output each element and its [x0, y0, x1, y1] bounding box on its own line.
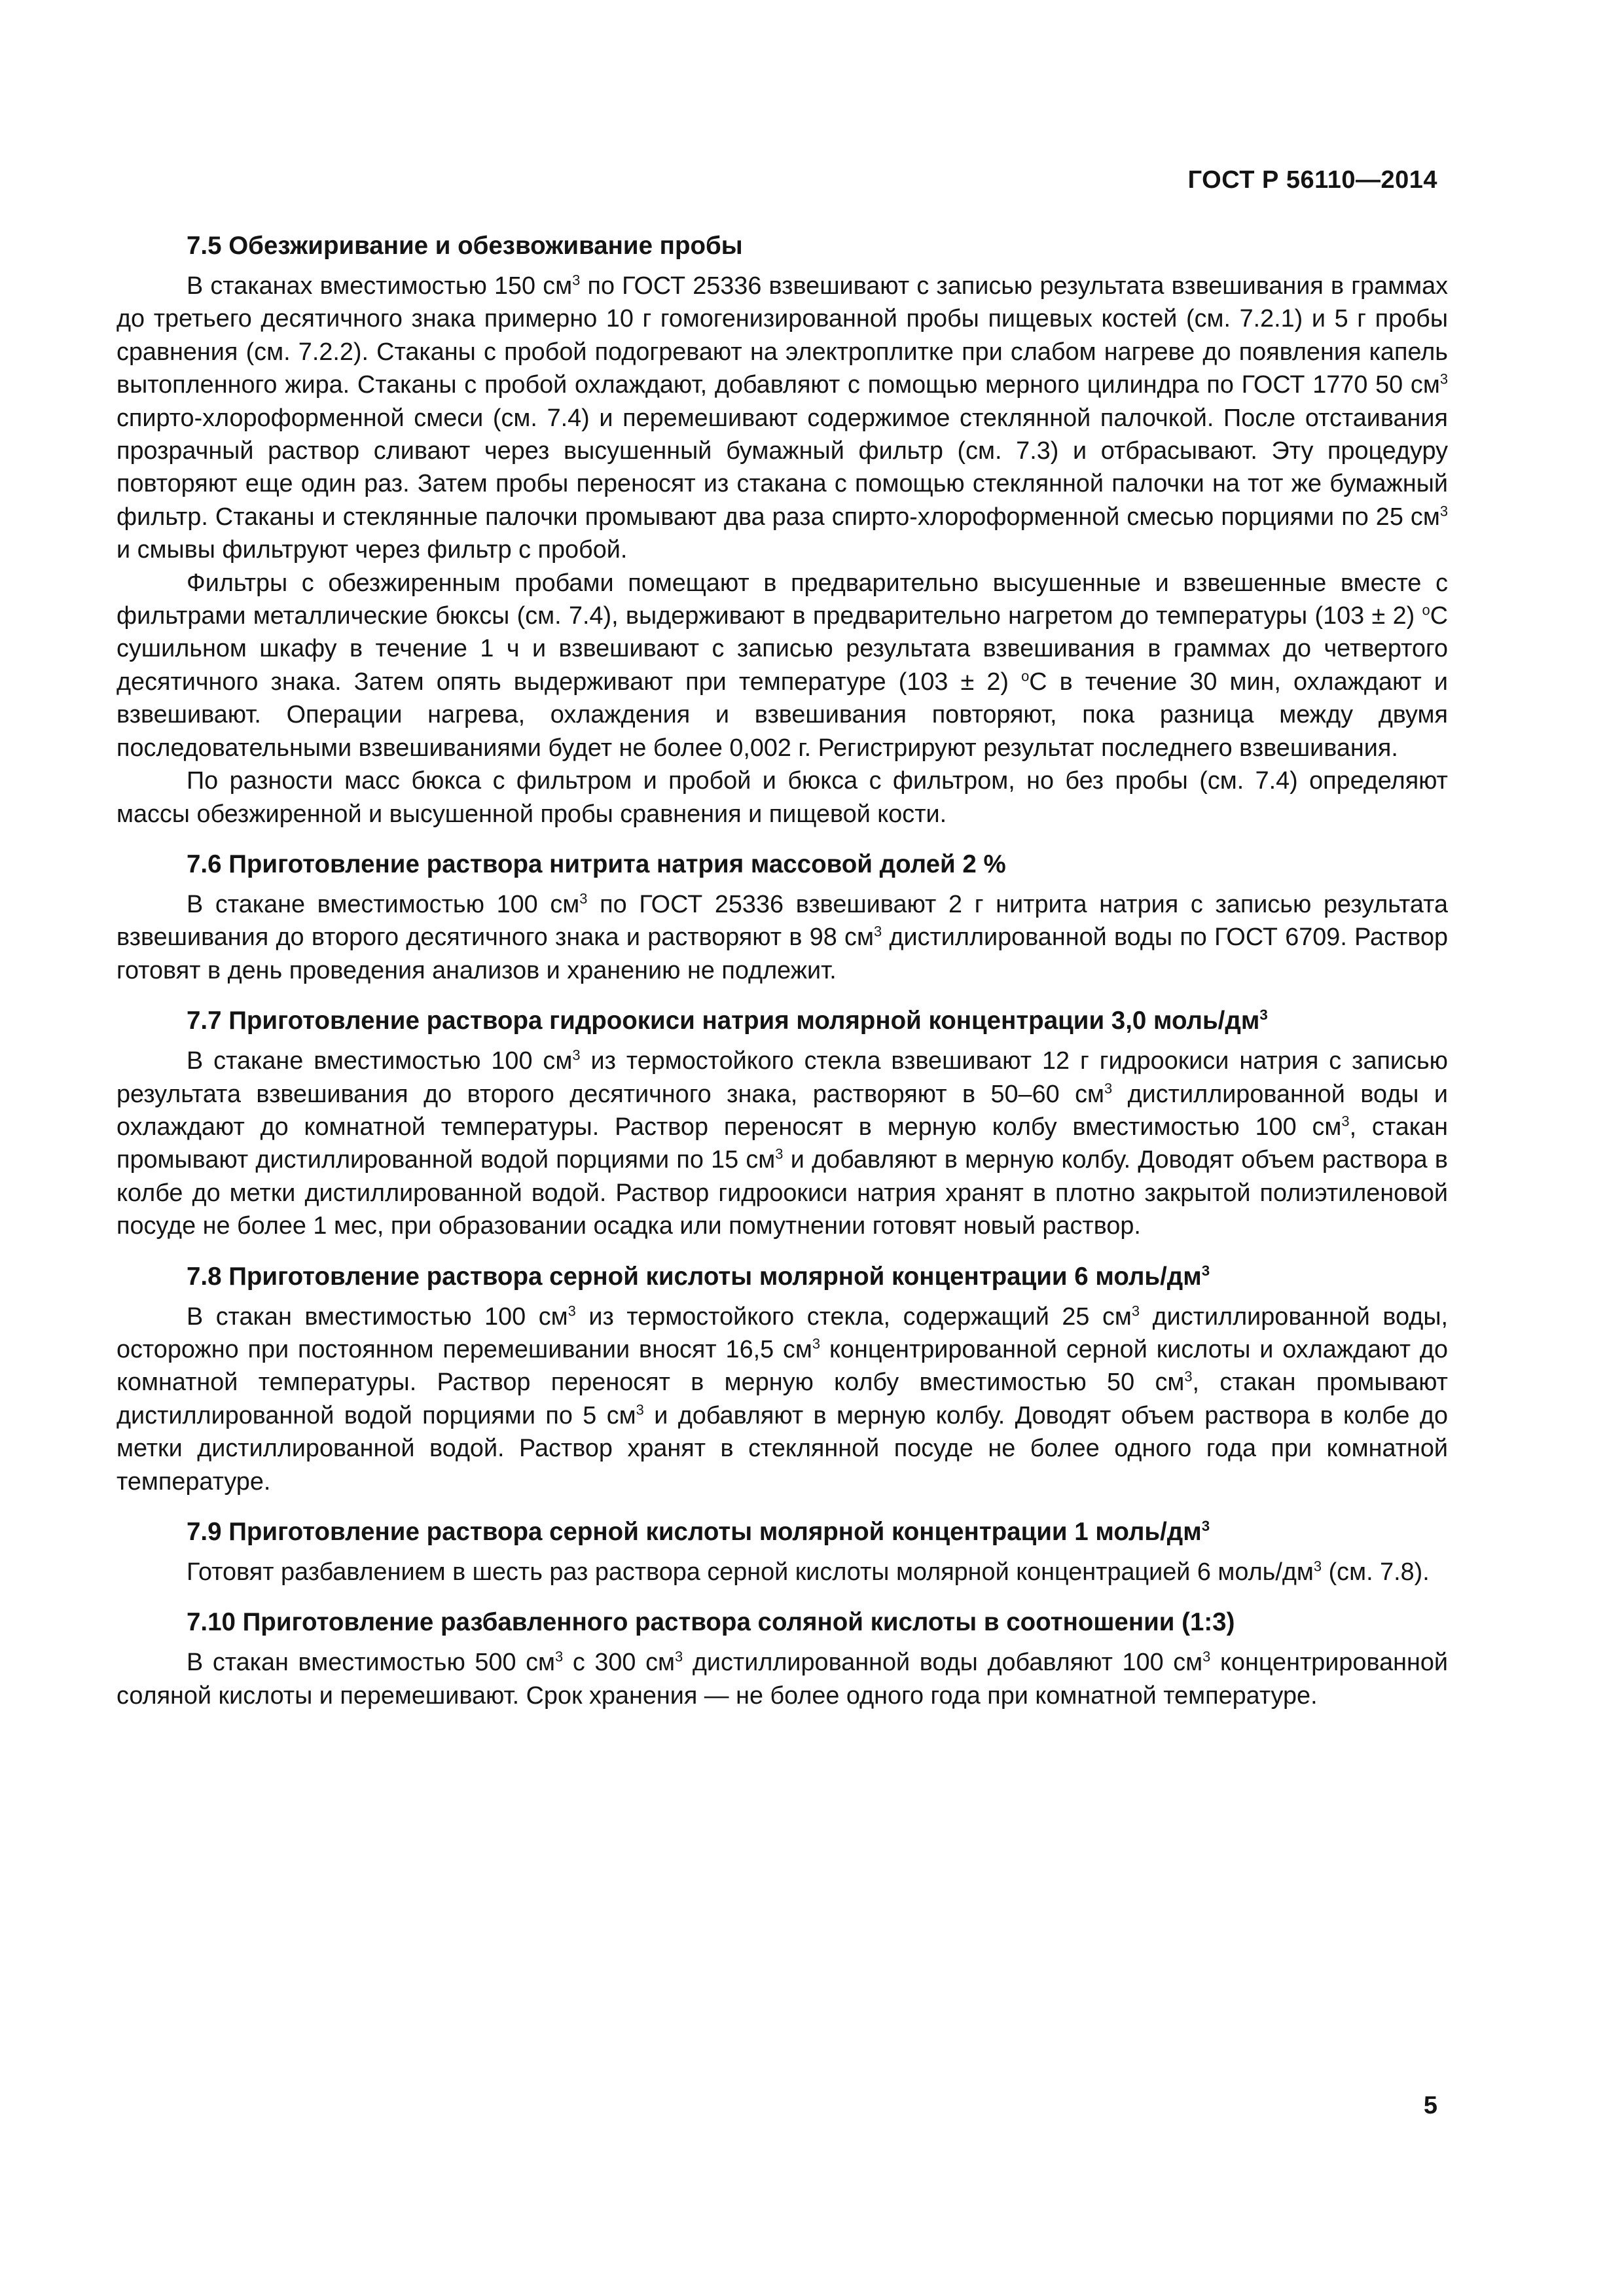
- page-content: [117, 230, 1448, 1731]
- paragraph: Готовят разбавлением в шесть раз раствора серной кислоты молярной концентрацией 6 моль/$дм^3$ (см. 7.8).: [187, 1558, 1430, 1586]
- paragraph: В стаканах вместимостью 150 $см^3$ по ГОСТ 25336 взвешивают с записью результата взвешивания в граммах до третьего десятичного знака примерно 10 г гомогенизированной пробы пищевых костей (см. 7.2.1) и 5 г пробы сравнения (см. 7.2.2). Стаканы с пробой подогревают на электроплитке при слабом нагреве до появления капель вытопленного жира. Стаканы с пробой охлаждают, добавляют с помощью мерного цилиндра по ГОСТ 1770 50 $см^3$ спирто-хлороформенной смеси (см. 7.4) и перемешивают содержимое стеклянной палочкой. После отстаивания прозрачный раствор сливают через высушенный бумажный фильтр (см. 7.3) и отбрасывают. Эту процедуру повторяют еще один раз. Затем пробы переносят из стакана с помощью стеклянной палочки на тот же бумажный фильтр. Стаканы и стеклянные палочки промывают два раза спирто-хлороформенной смесью порциями по 25 $см^3$ и смывы фильтруют через фильтр с пробой.: [117, 272, 1448, 564]
- paragraph: В стакан вместимостью 100 $см^3$ из термостойкого стекла, содержащий 25 $см^3$ дистиллированной воды, осторожно при постоянном перемешивании вносят 16,5 $см^3$ концентрированной серной кислоты и охлаждают до комнатной температуры. Раствор переносят в мерную колбу вместимостью 50 $см^3$, стакан промывают дистиллированной водой порциями по 5 $см^3$ и добавляют в мерную колбу. Доводят объем раствора в колбе до метки дистиллированной водой. Раствор хранят в стеклянной посуде не более одного года при комнатной температуре.: [117, 1302, 1448, 1496]
- paragraph: По разности масс бюкса с фильтром и пробой и бюкса с фильтром, но без пробы (см. 7.4) определяют массы обезжиренной и высушенной пробы сравнения и пищевой кости.: [117, 767, 1448, 828]
- paragraph: Фильтры с обезжиренным пробами помещают в предварительно высушенные и взвешенные вместе с фильтрами металлические бюксы (см. 7.4), выдерживают в предварительно нагретом до температуры (103 ± 2) $^о$С сушильном шкафу в течение 1 ч и взвешивают с записью результата взвешивания в граммах до четвертого десятичного знака. Затем опять выдерживают при температуре (103 ± 2) $^о$С в течение 30 мин, охлаждают и взвешивают. Операции нагрева, охлаждения и взвешивания повторяют, пока разница между двумя последовательными взвешиваниями будет не более 0,002 г. Регистрируют результат последнего взвешивания.: [117, 569, 1449, 762]
- paragraph: В стакане вместимостью 100 $см^3$ из термостойкого стекла взвешивают 12 г гидроокиси натрия с записью результата взвешивания до второго десятичного знака, растворяют в 50–60 $см^3$ дистиллированной воды и охлаждают до комнатной температуры. Раствор переносят в мерную колбу вместимостью 100 $см^3$, стакан промывают дистиллированной водой порциями по 15 $см^3$ и добавляют в мерную колбу. Доводят объем раствора в колбе до метки дистиллированной водой. Раствор гидроокиси натрия хранят в плотно закрытой полиэтиленовой посуде не более 1 мес, при образовании осадка или помутнении готовят новый раствор.: [117, 1047, 1448, 1240]
- section-title: 7.7 Приготовление раствора гидроокиси натрия молярной концентрации 3,0 моль/$дм^3$: [187, 1007, 1268, 1035]
- section-title: 7.6 Приготовление раствора нитрита натрия массовой долей 2 %: [187, 850, 1006, 878]
- section-7-10: [117, 1607, 1448, 1712]
- paragraph: В стакане вместимостью 100 $см^3$ по ГОСТ 25336 взвешивают 2 г нитрита натрия с записью результата взвешивания до второго десятичного знака и растворяют в 98 $см^3$ дистиллированной воды по ГОСТ 6709. Раствор готовят в день проведения анализов и хранению не подлежит.: [117, 890, 1448, 984]
- document-code-header: ГОСТ Р 56110—2014: [1187, 166, 1437, 194]
- section-title: 7.10 Приготовление разбавленного раствора соляной кислоты в соотношении (1:3): [187, 1608, 1235, 1637]
- paragraph: В стакан вместимостью 500 $см^3$ с 300 $см^3$ дистиллированной воды добавляют 100 $см^3$ концентрированной соляной кислоты и перемешивают. Срок хранения — не более одного года при комнатной температуре.: [117, 1648, 1448, 1710]
- section-7-8: [117, 1261, 1448, 1498]
- section-7-6: [117, 849, 1448, 987]
- section-title: 7.5 Обезжиривание и обезвоживание пробы: [187, 232, 743, 260]
- section-7-7: [117, 1005, 1448, 1242]
- section-7-9: [117, 1516, 1448, 1588]
- section-title: 7.8 Приготовление раствора серной кислоты молярной концентрации 6 моль/$дм^3$: [187, 1262, 1210, 1291]
- section-7-5: [117, 230, 1448, 831]
- page-number: 5: [1423, 2092, 1437, 2119]
- section-title: 7.9 Приготовление раствора серной кислоты молярной концентрации 1 моль/$дм^3$: [187, 1518, 1210, 1546]
